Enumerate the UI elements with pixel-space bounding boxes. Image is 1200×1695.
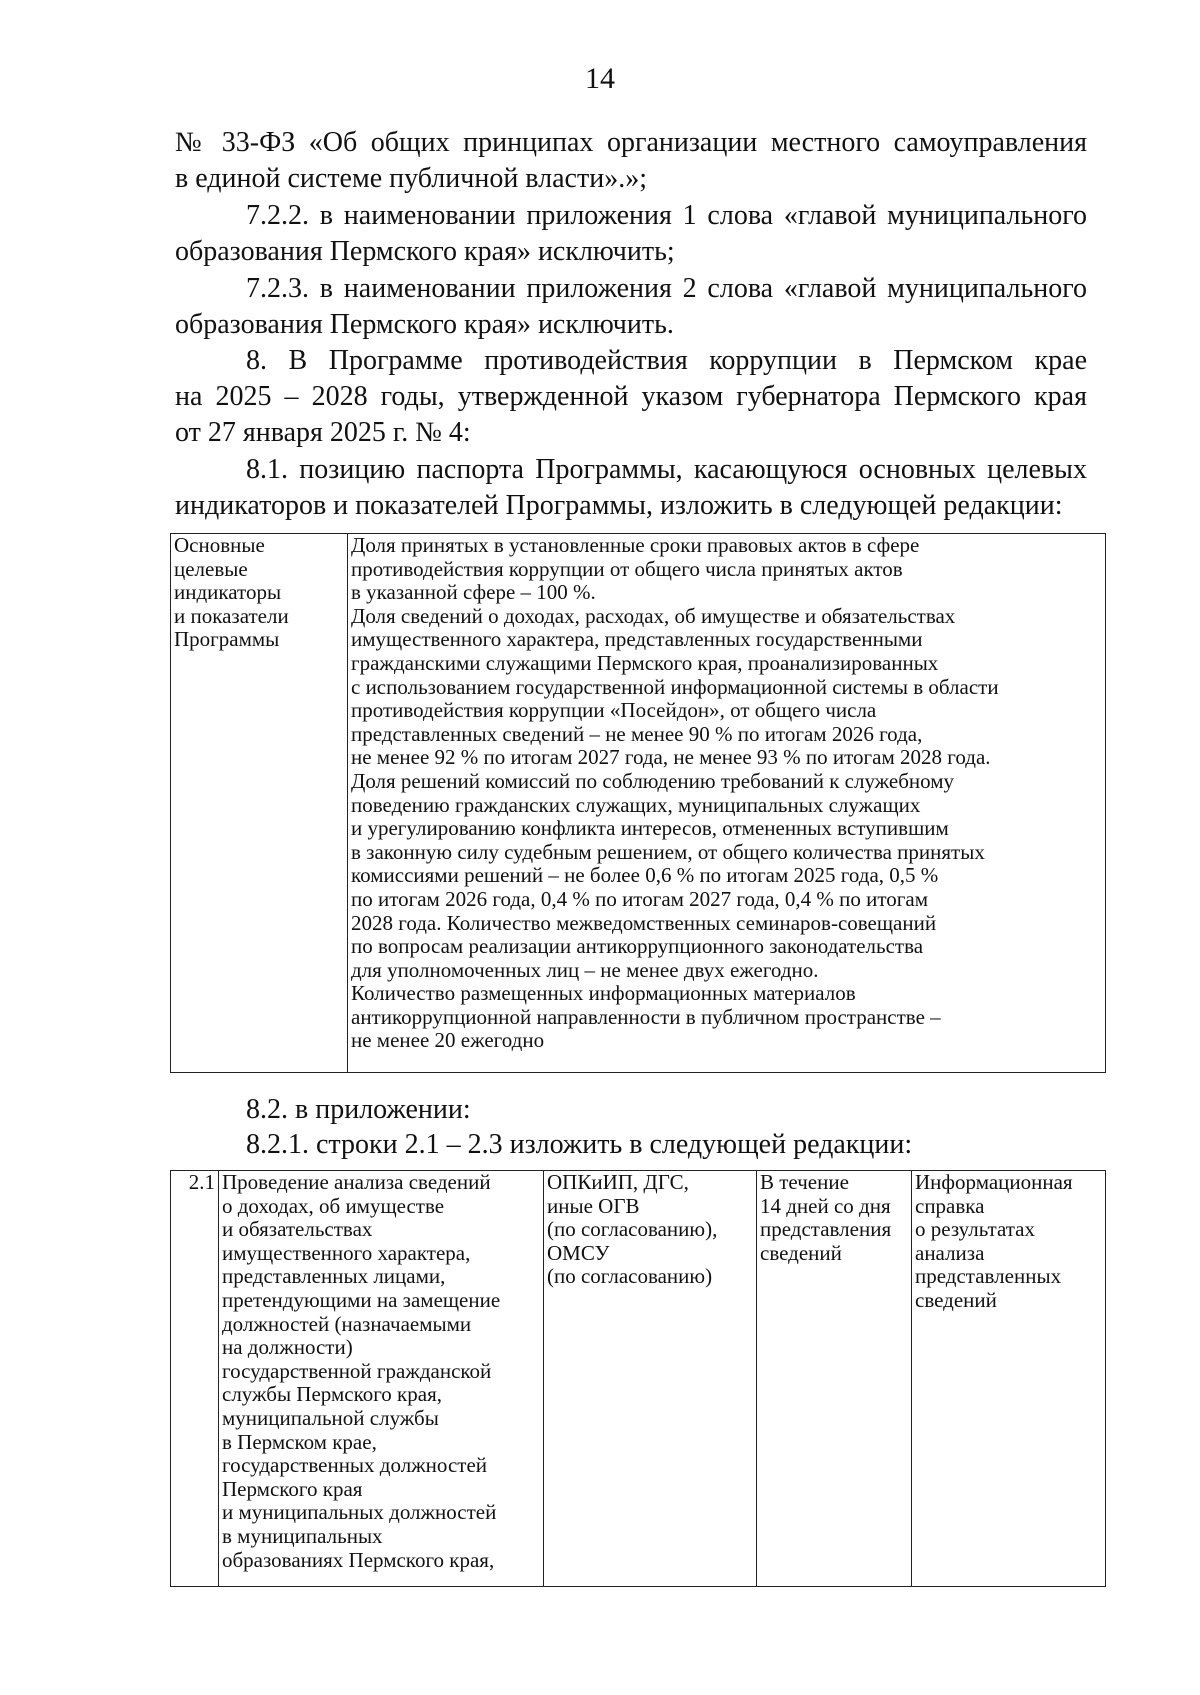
cell-text-line: для уполномоченных лиц – не менее двух ежегодно. xyxy=(351,957,819,982)
paragraph-7-2-2 xyxy=(175,198,1087,270)
indicators-label-cell xyxy=(171,534,348,1073)
cell-text-line: Доля сведений о доходах, расходах, об имуществе и обязательствах xyxy=(351,603,956,628)
text-line: образования Пермского края» исключить. xyxy=(175,309,674,340)
text-line: индикаторов и показателей Программы, изложить в следующей редакции: xyxy=(175,490,1063,521)
table-row xyxy=(171,1171,1106,1587)
text-line: образования Пермского края» исключить; xyxy=(175,236,675,267)
cell-text-line: Основные xyxy=(174,533,265,557)
cell-text-line: противодействия коррупции «Посейдон», от общего числа xyxy=(351,698,877,723)
paragraph-8 xyxy=(175,343,1087,451)
cell-text-line: сведений xyxy=(915,1287,997,1312)
cell-text-line: противодействия коррупции от общего числа принятых актов xyxy=(351,556,903,581)
cell-text-line: муниципальной службы xyxy=(222,1405,439,1430)
cell-text-line: (по согласованию) xyxy=(547,1264,713,1289)
cell-text-line: поведению гражданских служащих, муниципальных служащих xyxy=(351,792,921,817)
cell-text-line: справка xyxy=(915,1193,985,1218)
program-activities-table xyxy=(170,1170,1106,1587)
cell-text-line: и показатели xyxy=(174,603,289,628)
cell-text-line: государственной гражданской xyxy=(222,1358,492,1383)
text-line: 7.2.2. в наименовании приложения 1 слова «главой муниципального xyxy=(246,200,1087,231)
cell-text-line: антикоррупционной направленности в публичном пространстве – xyxy=(351,1004,941,1029)
cell-text-line: целевые xyxy=(174,556,248,581)
cell-text-line: в законную силу судебным решением, от общего количества принятых xyxy=(351,839,985,864)
cell-text-line: Пермского края xyxy=(222,1476,363,1501)
cell-text-line: и муниципальных должностей xyxy=(222,1500,497,1525)
cell-text-line: 14 дней со дня xyxy=(760,1193,891,1218)
deadline-cell xyxy=(757,1171,912,1587)
cell-text-line: представленных сведений – не менее 90 % по итогам 2026 года, xyxy=(351,721,923,746)
cell-text-line: представленных xyxy=(915,1264,1062,1289)
cell-text-line: имущественного характера, xyxy=(222,1240,471,1265)
cell-text-line: гражданскими служащими Пермского края, проанализированных xyxy=(351,650,939,675)
cell-text-line: Доля принятых в установленные сроки правовых актов в сфере xyxy=(351,533,920,557)
cell-text-line: и урегулированию конфликта интересов, отмененных вступившим xyxy=(351,816,949,841)
cell-text-line: по вопросам реализации антикоррупционного законодательства xyxy=(351,934,924,959)
cell-text-line: (по согласованию), xyxy=(547,1217,718,1242)
cell-text-line: государственных должностей xyxy=(222,1453,488,1478)
page-number: 14 xyxy=(585,62,615,95)
text-line: № 33-ФЗ «Об общих принципах организации местного самоуправления xyxy=(175,127,1087,158)
cell-text-line: не менее 92 % по итогам 2027 года, не менее 93 % по итогам 2028 года. xyxy=(351,745,991,770)
cell-text-line: Программы xyxy=(174,627,280,652)
cell-text-line: Доля решений комиссий по соблюдению требований к служебному xyxy=(351,768,955,793)
text-line: 8. В Программе противодействия коррупции в Пермском крае xyxy=(246,345,1087,376)
cell-text-line: представления xyxy=(760,1217,892,1242)
executors-cell xyxy=(544,1171,757,1587)
cell-text-line: не менее 20 ежегодно xyxy=(351,1028,545,1053)
cell-text-line: образованиях Пермского края, xyxy=(222,1547,495,1572)
cell-text-line: и обязательствах xyxy=(222,1217,373,1242)
table-row xyxy=(171,534,1106,1073)
cell-text-line: службы Пермского края, xyxy=(222,1382,442,1407)
cell-text-line: комиссиями решений – не более 0,6 % по итогам 2025 года, 0,5 % xyxy=(351,863,939,888)
cell-text-line: в Пермском крае, xyxy=(222,1429,377,1454)
indicators-content-cell xyxy=(348,534,1106,1073)
cell-text-line: Проведение анализа сведений xyxy=(222,1170,491,1194)
cell-text-line: о доходах, об имуществе xyxy=(222,1193,445,1218)
paragraph-law-reference xyxy=(175,125,1087,197)
cell-text-line: ОПКиИП, ДГС, xyxy=(547,1170,689,1194)
cell-text-line: должностей (назначаемыми xyxy=(222,1311,472,1336)
text-line: от 27 января 2025 г. № 4: xyxy=(175,417,471,448)
text-line: 8.2.1. строки 2.1 – 2.3 изложить в следующей редакции: xyxy=(246,1129,913,1160)
activity-description-cell xyxy=(219,1171,544,1587)
text-line: 8.1. позицию паспорта Программы, касающуюся основных целевых xyxy=(246,454,1087,485)
cell-text-line: по итогам 2026 года, 0,4 % по итогам 2027 года, 0,4 % по итогам xyxy=(351,886,929,911)
paragraph-8-2-1 xyxy=(246,1127,912,1163)
cell-text-line: представленных лицами, xyxy=(222,1264,446,1289)
cell-text-line: о результатах xyxy=(915,1217,1035,1242)
cell-text-line: анализа xyxy=(915,1240,985,1265)
cell-text-line: Информационная xyxy=(915,1170,1073,1194)
cell-text-line: Количество размещенных информационных материалов xyxy=(351,981,856,1006)
text-line: 7.2.3. в наименовании приложения 2 слова «главой муниципального xyxy=(246,273,1087,304)
program-indicators-table xyxy=(170,533,1106,1073)
cell-text-line: в указанной сфере – 100 %. xyxy=(351,580,596,605)
text-line: на 2025 – 2028 годы, утвержденной указом губернатора Пермского края xyxy=(175,381,1087,412)
result-cell xyxy=(912,1171,1106,1587)
cell-text-line: с использованием государственной информационной системы в области xyxy=(351,674,999,699)
cell-text-line: претендующими на замещение xyxy=(222,1287,501,1312)
cell-text-line: иные ОГВ xyxy=(547,1193,640,1218)
text-line: 8.2. в приложении: xyxy=(246,1094,471,1125)
cell-text-line: имущественного характера, представленных государственными xyxy=(351,627,923,652)
paragraph-8-2 xyxy=(246,1092,471,1128)
paragraph-7-2-3 xyxy=(175,271,1087,343)
row-number: 2.1 xyxy=(188,1170,215,1194)
row-number-cell xyxy=(171,1171,219,1587)
cell-text-line: ОМСУ xyxy=(547,1240,610,1265)
text-line: в единой системе публичной власти».»; xyxy=(175,163,647,194)
cell-text-line: 2028 года. Количество межведомственных семинаров-совещаний xyxy=(351,910,937,935)
cell-text-line: на должности) xyxy=(222,1335,353,1360)
paragraph-8-1 xyxy=(175,452,1087,524)
cell-text-line: в муниципальных xyxy=(222,1523,383,1548)
cell-text-line: В течение xyxy=(760,1170,849,1194)
cell-text-line: индикаторы xyxy=(174,580,282,605)
cell-text-line: сведений xyxy=(760,1240,842,1265)
